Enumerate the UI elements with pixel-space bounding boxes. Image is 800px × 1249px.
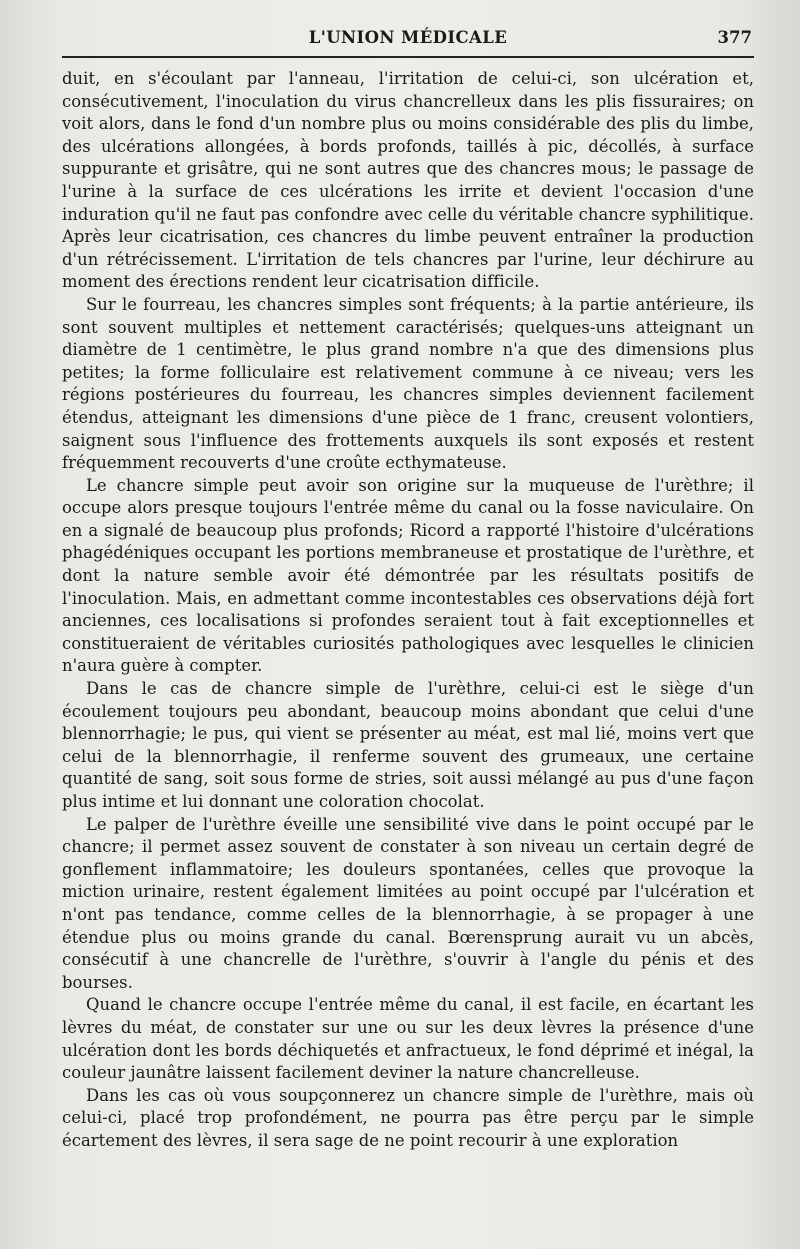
body-text <box>62 68 754 1153</box>
paragraph: Le palper de l'urèthre éveille une sensibilité vive dans le point occupé par le chancre; il permet assez souvent de constater à son niveau un certain degré de gonflement inflammatoire; les douleurs spontanées, celles que provoque la miction urinaire, restent également limitées au point occupé par l'ulcération et n'ont pas tendance, comme celles de la blennorrhagie, à se propager à une étendue plus ou moins grande du canal. Bœrensprung aurait vu un abcès, consécutif à une chancrelle de l'urèthre, s'ouvrir à l'angle du pénis et des bourses. <box>62 814 754 992</box>
running-title: L'UNION MÉDICALE <box>308 28 508 47</box>
header-rule <box>62 56 754 58</box>
paragraph: Sur le fourreau, les chancres simples sont fréquents; à la partie antérieure, ils sont souvent multiples et nettement caractérisés; quelques-uns atteignant un diamètre de 1 centimètre, le plus grand nombre n'a que des dimensions plus petites; la forme folliculaire est relativement commune à ce niveau; vers les régions postérieures du fourreau, les chancres simples deviennent facilement étendus, atteignant les dimensions d'une pièce de 1 franc, creusent volontiers, saignent sous l'influence des frottements auxquels ils sont exposés et restent fréquemment recouverts d'une croûte ecthymateuse. <box>62 294 754 473</box>
paragraph: Le chancre simple peut avoir son origine sur la muqueuse de l'urèthre; il occupe alors presque toujours l'entrée même du canal ou la fosse naviculaire. On en a signalé de beaucoup plus profonds; Ricord a rapporté l'histoire d'ulcérations phagédéniques occupant les portions membraneuse et prostatique de l'urèthre, et dont la nature semble avoir été démontrée par les résultats positifs de l'inoculation. Mais, en admettant comme incontestables ces observations déjà fort anciennes, ces localisations si profondes seraient tout à fait exceptionnelles et constitueraient de véritables curiosités pathologiques avec lesquelles le clinicien n'aura guère à compter. <box>62 475 754 676</box>
running-header <box>62 24 754 54</box>
page-number: 377 <box>717 28 752 47</box>
paragraph: Dans les cas où vous soupçonnerez un chancre simple de l'urèthre, mais où celui-ci, placé trop profondément, ne pourra pas être perçu par le simple écartement des lèvres, il sera sage de ne point recourir à une exploration <box>62 1085 754 1150</box>
paragraph: duit, en s'écoulant par l'anneau, l'irritation de celui-ci, son ulcération et, consécutivement, l'inoculation du virus chancrelleux dans les plis fissuraires; on voit alors, dans le fond d'un nombre plus ou moins considérable des plis du limbe, des ulcérations allongées, à bords profonds, taillés à pic, décollés, à surface suppurante et grisâtre, qui ne sont autres que des chancres mous; le passage de l'urine à la surface de ces ulcérations les irrite et devient l'occasion d'une induration qu'il ne faut pas confondre avec celle du véritable chancre syphilitique. Après leur cicatrisation, ces chancres du limbe peuvent entraîner la production d'un rétrécissement. L'irritation de tels chancres par l'urine, leur déchirure au moment des érections rendent leur cicatrisation difficile. <box>62 69 754 292</box>
paragraph: Quand le chancre occupe l'entrée même du canal, il est facile, en écartant les lèvres du méat, de constater sur une ou sur les deux lèvres la présence d'une ulcération dont les bords déchiquetés et anfractueux, le fond déprimé et inégal, la couleur jaunâtre laissent facilement deviner la nature chancrelleuse. <box>62 995 754 1083</box>
paragraph: Dans le cas de chancre simple de l'urèthre, celui-ci est le siège d'un écoulement toujours peu abondant, beaucoup moins abondant que celui d'une blennorrhagie; le pus, qui vient se présenter au méat, est mal lié, moins vert que celui de la blennorrhagie, il renferme souvent des grumeaux, une certaine quantité de sang, soit sous forme de stries, soit aussi mélangé au pus d'une façon plus intime et lui donnant une coloration chocolat. <box>62 679 754 811</box>
